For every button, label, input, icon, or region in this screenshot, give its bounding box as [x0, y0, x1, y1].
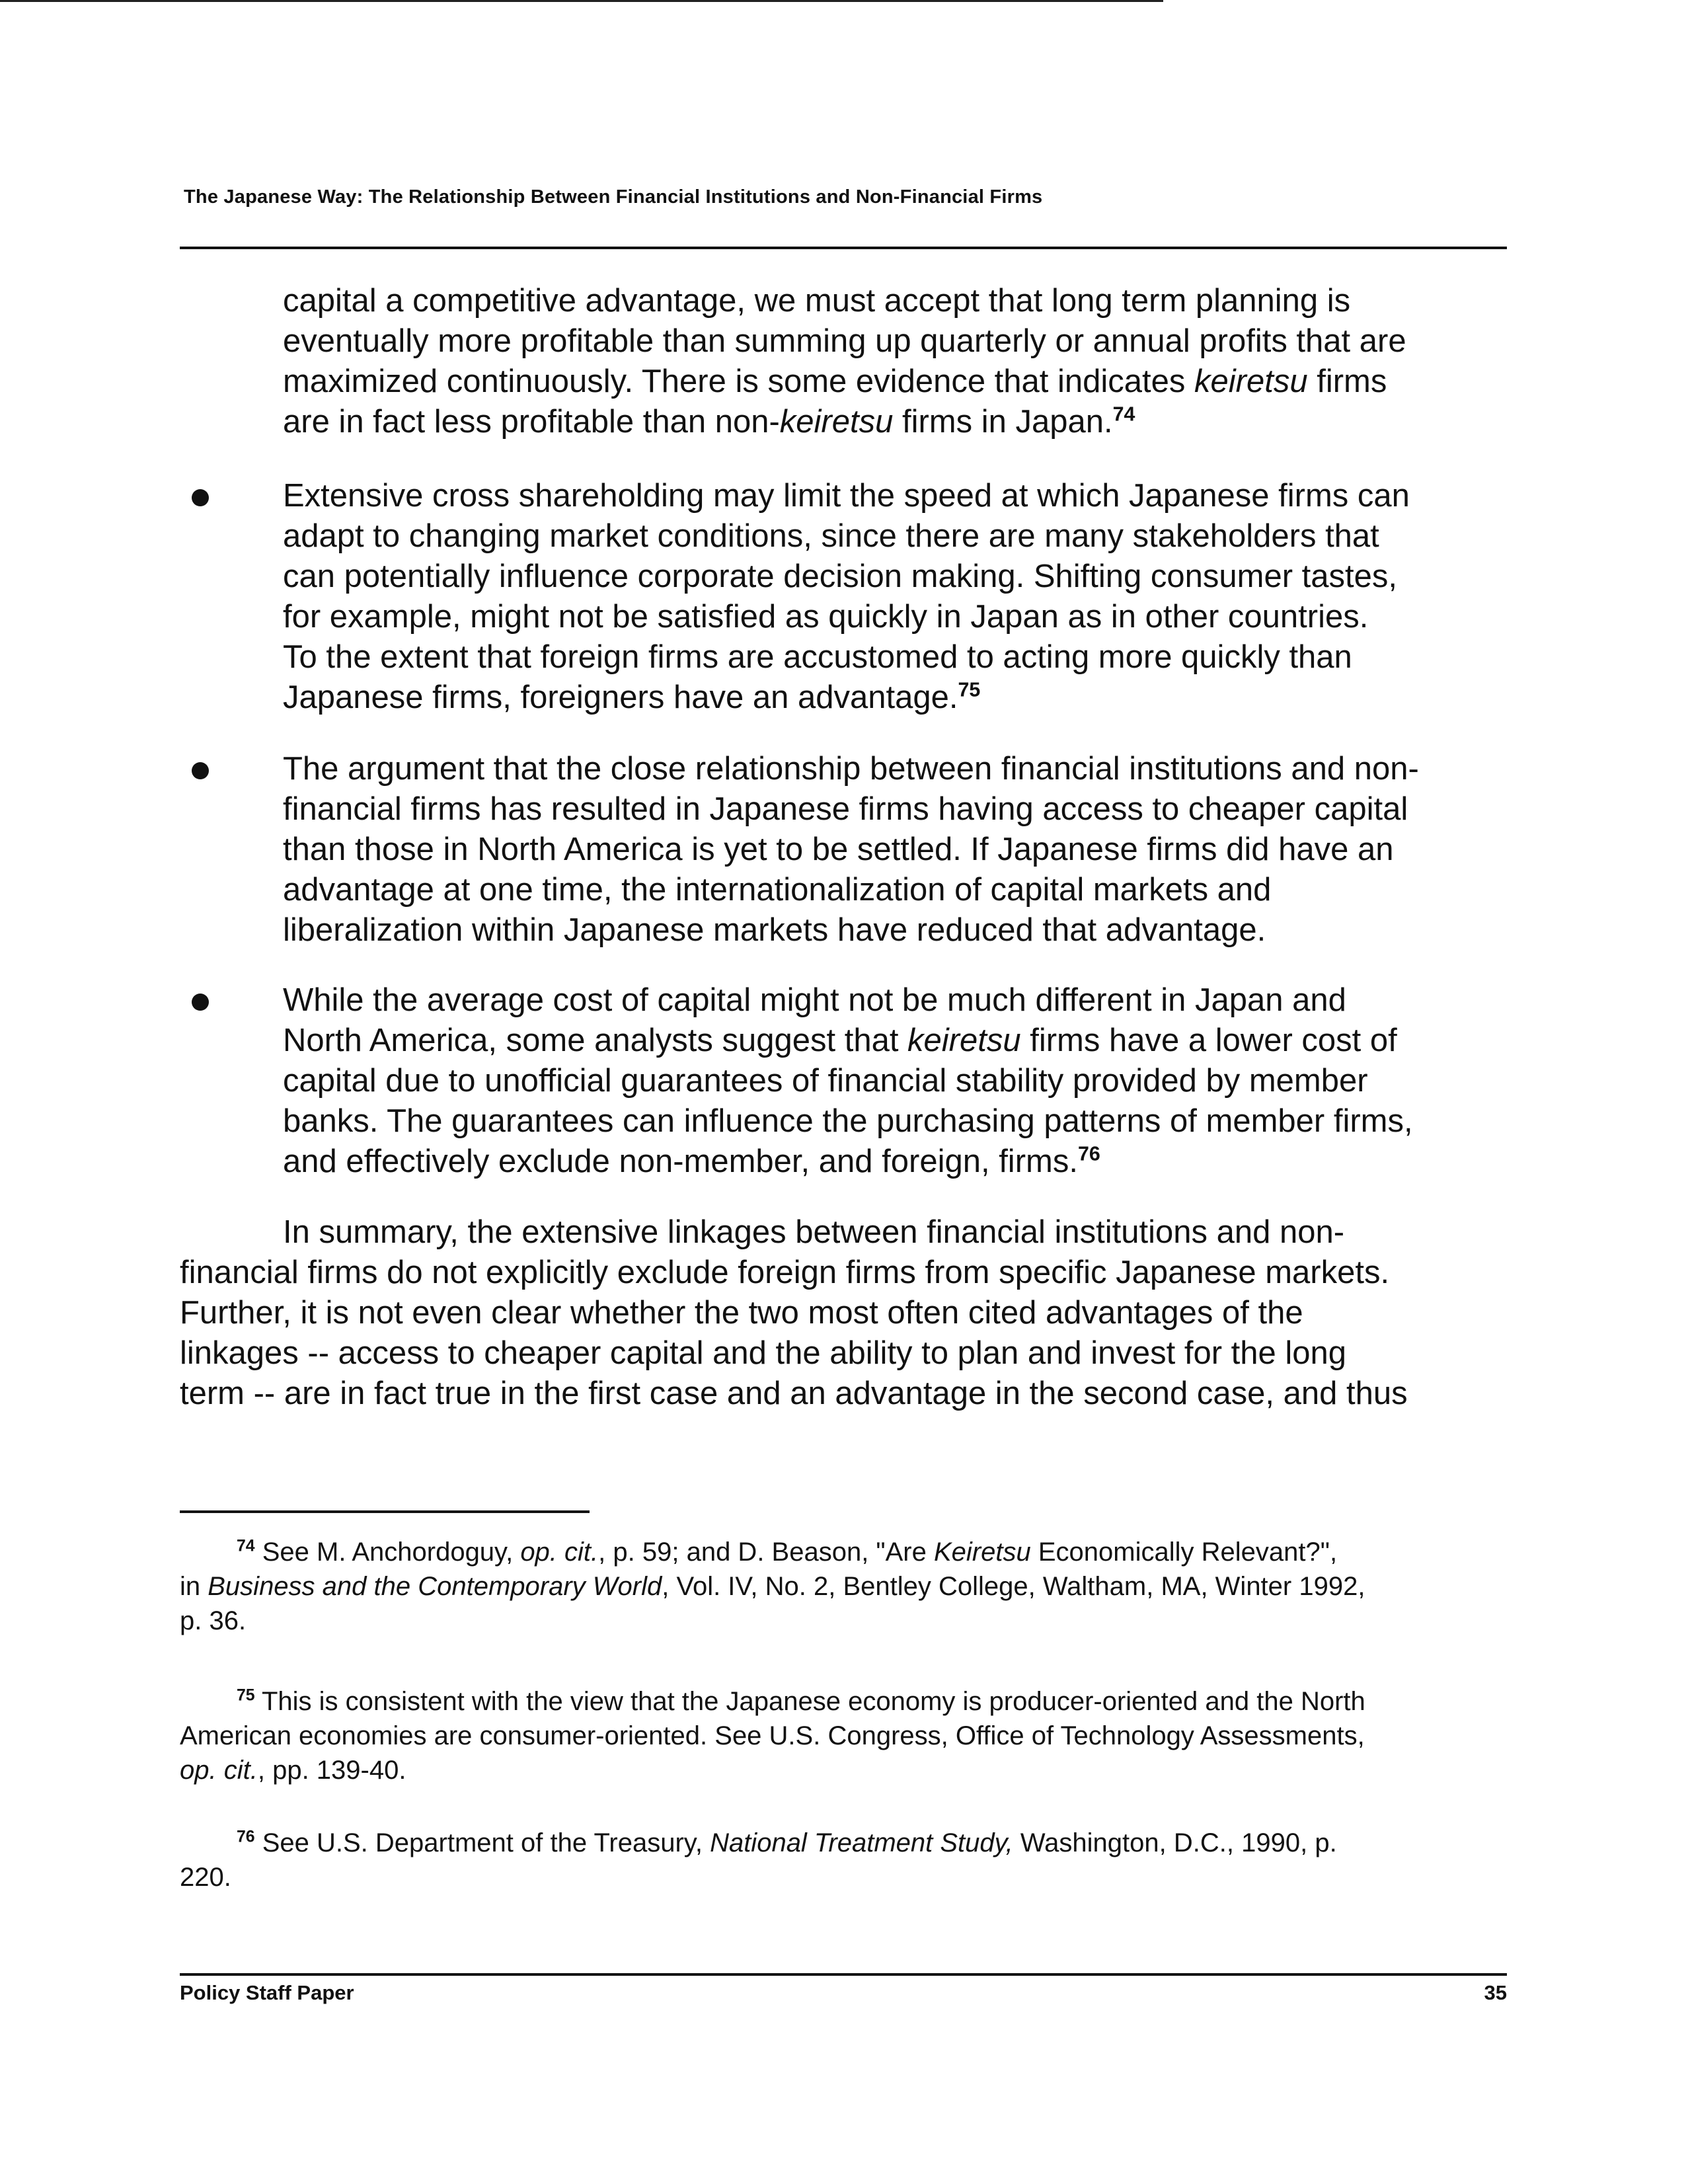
- bullet-icon: [192, 489, 209, 506]
- footnote-number: 76: [237, 1828, 255, 1846]
- footnote-separator: [180, 1510, 590, 1513]
- text-line: capital a competitive advantage, we must accept that long term planning is: [283, 283, 1351, 319]
- text-line: eventually more profitable than summing up quarterly or annual profits that are: [283, 323, 1406, 359]
- italic-term: National Treatment Study,: [710, 1828, 1013, 1857]
- text-line: [180, 1753, 1507, 1787]
- text-run: and effectively exclude non-member, and foreign, firms.: [283, 1144, 1078, 1179]
- bullet-icon: [192, 994, 209, 1011]
- text-line: [283, 1142, 1507, 1182]
- text-line: p. 36.: [180, 1606, 247, 1635]
- italic-term: Business and the Contemporary World: [208, 1572, 662, 1601]
- text-line: [180, 1684, 1507, 1719]
- text-run: , p. 59; and D. Beason, "Are: [598, 1538, 934, 1567]
- text-line: 220.: [180, 1863, 231, 1892]
- text-line: adapt to changing market conditions, since there are many stakeholders that: [283, 518, 1379, 554]
- text-line: While the average cost of capital might not be much different in Japan and: [283, 982, 1346, 1018]
- text-line: financial firms do not explicitly exclude foreign firms from specific Japanese markets.: [180, 1255, 1390, 1290]
- text-run: in: [180, 1572, 208, 1601]
- text-line: In summary, the extensive linkages between financial institutions and non-: [283, 1214, 1345, 1250]
- text-line: [283, 678, 1507, 718]
- text-line: The argument that the close relationship between financial institutions and non-: [283, 751, 1419, 787]
- footnote-76: [180, 1826, 1507, 1894]
- footnote-75: [180, 1684, 1507, 1787]
- footer-label: Policy Staff Paper: [180, 1981, 354, 2004]
- text-line: American economies are consumer-oriented. See U.S. Congress, Office of Technology Assessments,: [180, 1721, 1365, 1750]
- italic-term: Keiretsu: [934, 1538, 1031, 1567]
- running-header: The Japanese Way: The Relationship Between Financial Institutions and Non-Financial Firms: [184, 186, 1043, 208]
- italic-term: keiretsu: [779, 404, 894, 440]
- text-line: capital due to unofficial guarantees of financial stability provided by member: [283, 1063, 1368, 1099]
- text-line: financial firms has resulted in Japanese firms having access to cheaper capital: [283, 791, 1408, 827]
- page-number: 35: [1484, 1981, 1507, 2004]
- text-run: maximized continuously. There is some evidence that indicates: [283, 364, 1195, 399]
- text-line: liberalization within Japanese markets have reduced that advantage.: [283, 912, 1266, 948]
- bullet-icon: [192, 762, 209, 779]
- footnote-74: [180, 1535, 1507, 1638]
- text-run: See U.S. Department of the Treasury,: [254, 1828, 710, 1857]
- text-run: firms: [1307, 364, 1387, 399]
- text-line: To the extent that foreign firms are accustomed to acting more quickly than: [283, 639, 1352, 675]
- bullet-text: [283, 476, 1507, 718]
- italic-term: op. cit.: [520, 1538, 599, 1567]
- footer-rule: [180, 1973, 1507, 1976]
- italic-term: keiretsu: [1194, 364, 1308, 399]
- bullet-text: [283, 749, 1507, 951]
- continuation-paragraph: [283, 281, 1507, 442]
- bullet-text: [283, 980, 1507, 1182]
- text-line: [180, 1569, 1507, 1604]
- summary-paragraph: [180, 1212, 1507, 1414]
- text-run: Economically Relevant?",: [1030, 1538, 1338, 1567]
- footnote-number: 74: [237, 1537, 255, 1555]
- text-line: linkages -- access to cheaper capital and the ability to plan and invest for the long: [180, 1335, 1347, 1371]
- footnote-number: 75: [237, 1686, 255, 1705]
- footnote-ref: 74: [1112, 403, 1135, 426]
- text-line: Further, it is not even clear whether the two most often cited advantages of the: [180, 1295, 1303, 1331]
- text-line: [180, 1826, 1507, 1860]
- text-line: [283, 402, 1507, 442]
- text-line: term -- are in fact true in the first case and an advantage in the second case, and thus: [180, 1376, 1408, 1411]
- text-line: [283, 362, 1507, 402]
- text-run: Washington, D.C., 1990, p.: [1013, 1828, 1337, 1857]
- italic-term: op. cit.: [180, 1756, 258, 1785]
- text-run: North America, some analysts suggest that: [283, 1023, 908, 1058]
- text-line: [283, 1021, 1507, 1061]
- italic-term: keiretsu: [907, 1023, 1021, 1058]
- header-rule: [180, 247, 1507, 249]
- footnote-ref: 76: [1077, 1142, 1100, 1165]
- text-run: firms in Japan.: [893, 404, 1113, 440]
- text-line: [180, 1535, 1507, 1569]
- footnote-ref: 75: [958, 678, 981, 701]
- text-line: can potentially influence corporate decision making. Shifting consumer tastes,: [283, 559, 1397, 594]
- text-line: banks. The guarantees can influence the purchasing patterns of member firms,: [283, 1103, 1413, 1139]
- text-run: , Vol. IV, No. 2, Bentley College, Waltham, MA, Winter 1992,: [662, 1572, 1365, 1601]
- text-line: than those in North America is yet to be settled. If Japanese firms did have an: [283, 832, 1394, 867]
- text-run: firms have a lower cost of: [1020, 1023, 1397, 1058]
- text-line: for example, might not be satisfied as quickly in Japan as in other countries.: [283, 599, 1369, 635]
- text-line: Extensive cross shareholding may limit the speed at which Japanese firms can: [283, 478, 1410, 514]
- text-run: , pp. 139-40.: [257, 1756, 406, 1785]
- text-run: This is consistent with the view that the Japanese economy is producer-oriented and the North: [254, 1687, 1365, 1716]
- text-run: See M. Anchordoguy,: [254, 1538, 521, 1567]
- text-run: are in fact less profitable than non-: [283, 404, 780, 440]
- top-edge-rule: [0, 0, 1163, 2]
- text-line: advantage at one time, the internationalization of capital markets and: [283, 872, 1272, 908]
- text-run: Japanese firms, foreigners have an advantage.: [283, 680, 958, 715]
